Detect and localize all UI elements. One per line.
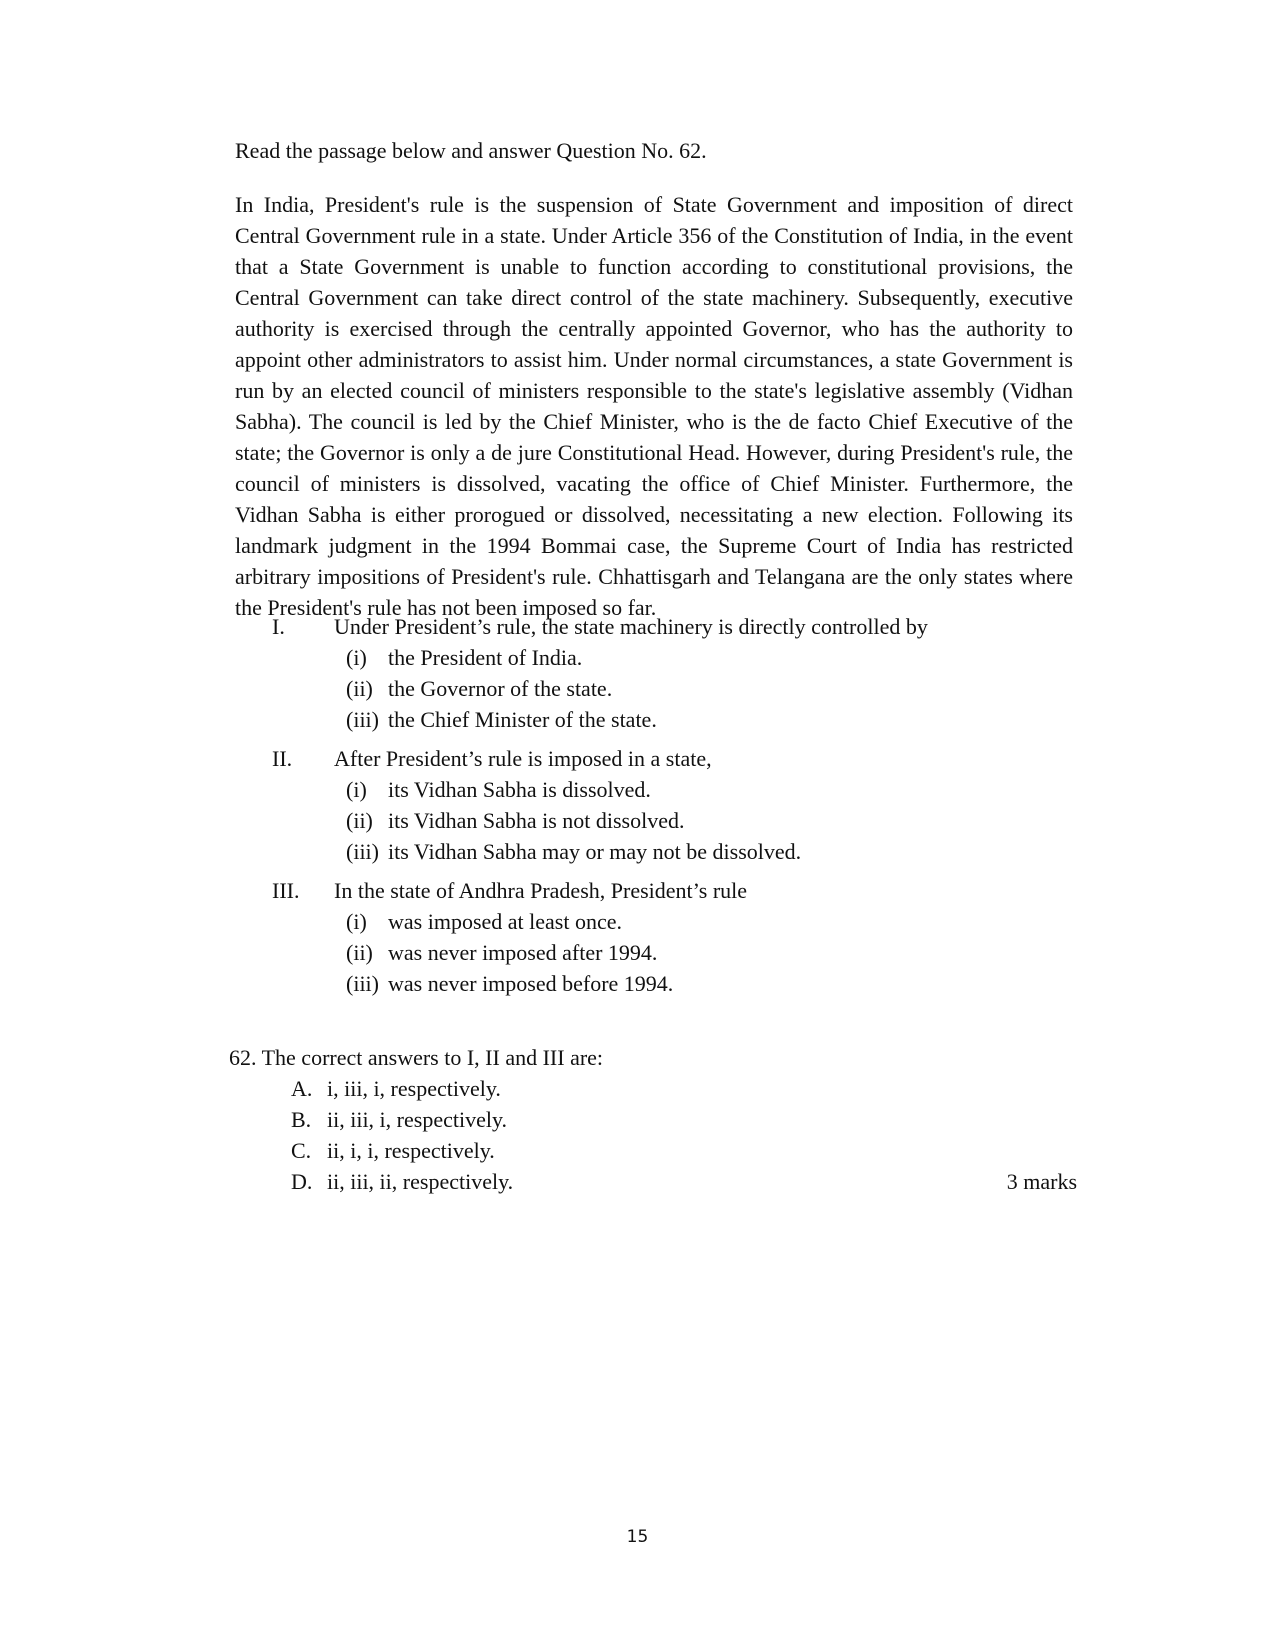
statement-options bbox=[272, 906, 1092, 999]
option-label: (i) bbox=[346, 909, 367, 934]
answer-choice-b bbox=[229, 1104, 1079, 1135]
answer-text: ii, i, i, respectively. bbox=[327, 1138, 495, 1163]
statement-stem bbox=[272, 611, 1092, 642]
statement-numeral: II. bbox=[272, 746, 293, 771]
option-text: was imposed at least once. bbox=[388, 909, 622, 934]
option-label: (i) bbox=[346, 777, 367, 802]
option-text: its Vidhan Sabha may or may not be dissolved. bbox=[388, 839, 802, 864]
answer-text: ii, iii, ii, respectively. bbox=[327, 1169, 514, 1194]
option-label: (iii) bbox=[346, 971, 379, 996]
statement-text: In the state of Andhra Pradesh, President’s rule bbox=[334, 878, 748, 903]
statement-option bbox=[272, 805, 1092, 836]
statement-option bbox=[272, 937, 1092, 968]
statement-option bbox=[272, 673, 1092, 704]
statement-option bbox=[272, 968, 1092, 999]
statement-text: Under President’s rule, the state machinery is directly controlled by bbox=[334, 614, 928, 639]
statement-option bbox=[272, 906, 1092, 937]
option-text: its Vidhan Sabha is dissolved. bbox=[388, 777, 651, 802]
option-text: its Vidhan Sabha is not dissolved. bbox=[388, 808, 685, 833]
answer-text: ii, iii, i, respectively. bbox=[327, 1107, 508, 1132]
passage-paragraph: In India, President's rule is the suspension of State Government and imposition of direct Central Government rule in a state. Under Article 356 of the Constitution of India, in the event that a State Government is unable to function according to constitutional provisions, the Central Government can take direct control of the state machinery. Subsequently, executive authority is exercised through the centrally appointed Governor, who has the authority to appoint other administrators to assist him. Under normal circumstances, a state Government is run by an elected council of ministers responsible to the state's legislative assembly (Vidhan Sabha). The council is led by the Chief Minister, who is the de facto Chief Executive of the state; the Governor is only a de jure Constitutional Head. However, during President's rule, the council of ministers is dissolved, vacating the office of Chief Minister. Furthermore, the Vidhan Sabha is either prorogued or dissolved, necessitating a new election. Following its landmark judgment in the 1994 Bommai case, the Supreme Court of India has restricted arbitrary impositions of President's rule. Chhattisgarh and Telangana are the only states where the President's rule has not been imposed so far. bbox=[235, 192, 1073, 620]
passage-instruction: Read the passage below and answer Question No. 62. bbox=[235, 138, 707, 163]
option-label: (i) bbox=[346, 645, 367, 670]
answer-choices bbox=[229, 1073, 1079, 1197]
answer-label: B. bbox=[291, 1107, 312, 1132]
option-text: the Governor of the state. bbox=[388, 676, 613, 701]
question-stem: 62. The correct answers to I, II and III are: bbox=[229, 1045, 604, 1070]
option-label: (iii) bbox=[346, 839, 379, 864]
statement-option bbox=[272, 642, 1092, 673]
statement-option bbox=[272, 836, 1092, 867]
answer-choice-c bbox=[229, 1135, 1079, 1166]
answer-choice-a bbox=[229, 1073, 1079, 1104]
option-text: was never imposed after 1994. bbox=[388, 940, 658, 965]
option-label: (ii) bbox=[346, 940, 373, 965]
statement-numeral: III. bbox=[272, 878, 300, 903]
statement-option bbox=[272, 774, 1092, 805]
option-label: (ii) bbox=[346, 676, 373, 701]
option-text: the Chief Minister of the state. bbox=[388, 707, 657, 732]
answer-label: C. bbox=[291, 1138, 312, 1163]
statement-stem bbox=[272, 743, 1092, 774]
question-62 bbox=[229, 1042, 1079, 1197]
statement-ii bbox=[272, 743, 1092, 867]
option-label: (iii) bbox=[346, 707, 379, 732]
statement-option bbox=[272, 704, 1092, 735]
statement-stem bbox=[272, 875, 1092, 906]
statement-iii bbox=[272, 875, 1092, 999]
option-label: (ii) bbox=[346, 808, 373, 833]
answer-label: A. bbox=[291, 1076, 313, 1101]
statement-numeral: I. bbox=[272, 614, 285, 639]
statement-text: After President’s rule is imposed in a state, bbox=[334, 746, 712, 771]
statement-options bbox=[272, 774, 1092, 867]
option-text: was never imposed before 1994. bbox=[388, 971, 674, 996]
statement-i bbox=[272, 611, 1092, 735]
answer-text: i, iii, i, respectively. bbox=[327, 1076, 501, 1101]
option-text: the President of India. bbox=[388, 645, 583, 670]
answer-label: D. bbox=[291, 1169, 313, 1194]
page-number: 15 bbox=[626, 1527, 649, 1547]
answer-choice-d bbox=[229, 1166, 1079, 1197]
statement-options bbox=[272, 642, 1092, 735]
marks-label: 3 marks bbox=[1006, 1169, 1077, 1194]
